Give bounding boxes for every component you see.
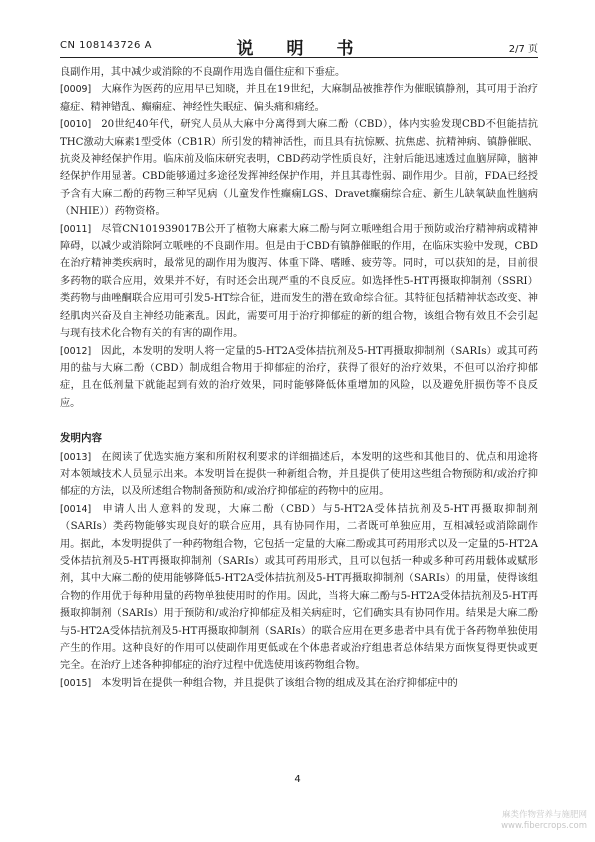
section-heading: 发明内容 bbox=[60, 432, 102, 445]
paragraph-0013 bbox=[60, 449, 538, 501]
paragraph-number: [0014] bbox=[60, 503, 92, 515]
paragraph-0014 bbox=[60, 501, 538, 675]
paragraph-number: [0009] bbox=[60, 84, 92, 96]
paragraph-text: 因此，本发明的发明人将一定量的5-HT2A受体拮抗剂及5-HT再摄取抑制剂（SARIs）或其可药用的盐与大麻二酚（CBD）制成组合物用于抑郁症的治疗，获得了很好的治疗效果，不但可以治疗抑郁症，且在低剂量下就能起到有效的治疗效果，同时能够降低体重增加的风险，以及避免肝损伤等不良反应。 bbox=[60, 345, 538, 409]
paragraph-text: 申请人出人意料的发现，大麻二酚（CBD）与5-HT2A受体拮抗剂及5-HT再摄取抑制剂（SARIs）类药物能够实现良好的联合应用，具有协同作用，二者既可单独应用，互相减轻或消除副作用。据此，本发明提供了一种药物组合物，它包括一定量的大麻二酚或其可药用形式以及一定量的5-HT2A受体拮抗剂及5-HT再摄取抑制剂（SARIs）或其可药用形式，且可以包括一种或多种可药用载体或赋形剂，其中大麻二酚的使用能够降低5-HT2A受体拮抗剂及5-HT再摄取抑制剂（SARIs）的用量，使得该组合物的作用优于每种用量的药物单独使用时的作用。因此，当将大麻二酚与5-HT2A受体拮抗剂及5-HT再摄取抑制剂（SARIs）用于预防和/或治疗抑郁症及相关病症时，它们确实具有协同作用。结果是大麻二酚与5-HT2A受体拮抗剂及5-HT再摄取抑制剂（SARIs）的联合应用在更多患者中具有优于各药物单独使用产生的作用。这种良好的作用可以使副作用更低或在个体患者或治疗组患者总体结果方面恢复得更快或更完全。在治疗上述各种抑郁症的治疗过程中优选使用该药物组合物。 bbox=[60, 503, 538, 672]
watermark bbox=[437, 810, 587, 832]
paragraph-number: [0012] bbox=[60, 345, 92, 357]
paragraph-text: 20世纪40年代，研究人员从大麻中分离得到大麻二酚（CBD），体内实验发现CBD不但能拮抗THC激动大麻素1型受体（CB1R）所引发的精神活性，而且具有抗惊厥、抗焦虑、抗精神病、镇静催眠、抗炎及神经保护作用。临床前及临床研究表明，CBD药动学性质良好，注射后能迅速透过血脑屏障，脑神经保护作用显著。CBD能够通过多途径发挥神经保护作用，并且其毒性弱、副作用少。目前，FDA已经授予含有大麻二酚的药物三种罕见病（儿童发作性癫痫LGS、Dravet癫痫综合症、新生儿缺氧缺血性脑病（NHIE））药物资格。 bbox=[60, 119, 538, 218]
paragraph-number: [0015] bbox=[60, 677, 92, 689]
paragraph-0011 bbox=[60, 221, 538, 343]
page-indicator: 2/7 页 bbox=[508, 44, 538, 55]
paragraph-number: [0013] bbox=[60, 451, 92, 463]
paragraph-text: 在阅读了优选实施方案和所附权利要求的详细描述后，本发明的这些和其他目的、优点和用途将对本领域技术人员显示出来。本发明旨在提供一种新组合物，并且提供了使用这些组合物预防和/或治疗抑郁症的方法，以及所述组合物制备预防和/或治疗抑郁症的药物中的应用。 bbox=[60, 451, 538, 498]
document-title: 说 明 书 bbox=[236, 39, 362, 59]
patent-number: CN 108143726 A bbox=[60, 40, 152, 51]
paragraph-text: 大麻作为医药的应用早已知晓，并且在19世纪，大麻制品被推荐作为催眠镇静剂，其可用于治疗癔症、精神错乱、癫痫症、神经性失眠症、偏头痛和痛经。 bbox=[60, 84, 538, 113]
paragraph-number: [0011] bbox=[60, 223, 92, 235]
document-body bbox=[60, 64, 538, 692]
watermark-url: www.fibercrops.com bbox=[501, 821, 587, 831]
paragraph-0010 bbox=[60, 116, 538, 220]
intro-line: 良副作用，其中减少或消除的不良副作用选自僵住症和下垂症。 bbox=[60, 67, 346, 78]
paragraph-0012 bbox=[60, 343, 538, 413]
paragraph-text: 尽管CN101939017B公开了植物大麻素大麻二酚与阿立哌唑组合用于预防或治疗精神病或精神障碍，以减少或消除阿立哌唑的不良副作用。但是由于CBD有镇静催眠的作用，在临床实验中发现，CBD在治疗精神类疾病时，最常见的副作用为腹泻、体重下降、嗜睡、疲劳等。同时，可以获知的是，目前很多药物的联合应用，效果并不好，有时还会出现严重的不良反应。如选择性5-HT再摄取抑制剂（SSRI）类药物与曲唑酮联合应用可引发5-HT综合征，进而发生的潜在致命综合征。其特征包括精神状态改变、神经肌肉兴奋及自主神经功能紊乱。因此，需要可用于治疗抑郁症的新的组合物，该组合物有效且不会引起与现有技术化合物有关的有害的副作用。 bbox=[60, 223, 538, 340]
paragraph-number: [0010] bbox=[60, 119, 92, 131]
paragraph-0015 bbox=[60, 675, 538, 692]
page-number: 4 bbox=[294, 774, 301, 785]
paragraph-text: 本发明旨在提供一种组合物，并且提供了该组合物的组成及其在治疗抑郁症中的 bbox=[101, 677, 458, 689]
header-rule bbox=[60, 57, 538, 58]
paragraph-0009 bbox=[60, 81, 538, 116]
page-header bbox=[60, 34, 538, 59]
watermark-title: 麻类作物营养与施肥网 bbox=[501, 810, 587, 820]
